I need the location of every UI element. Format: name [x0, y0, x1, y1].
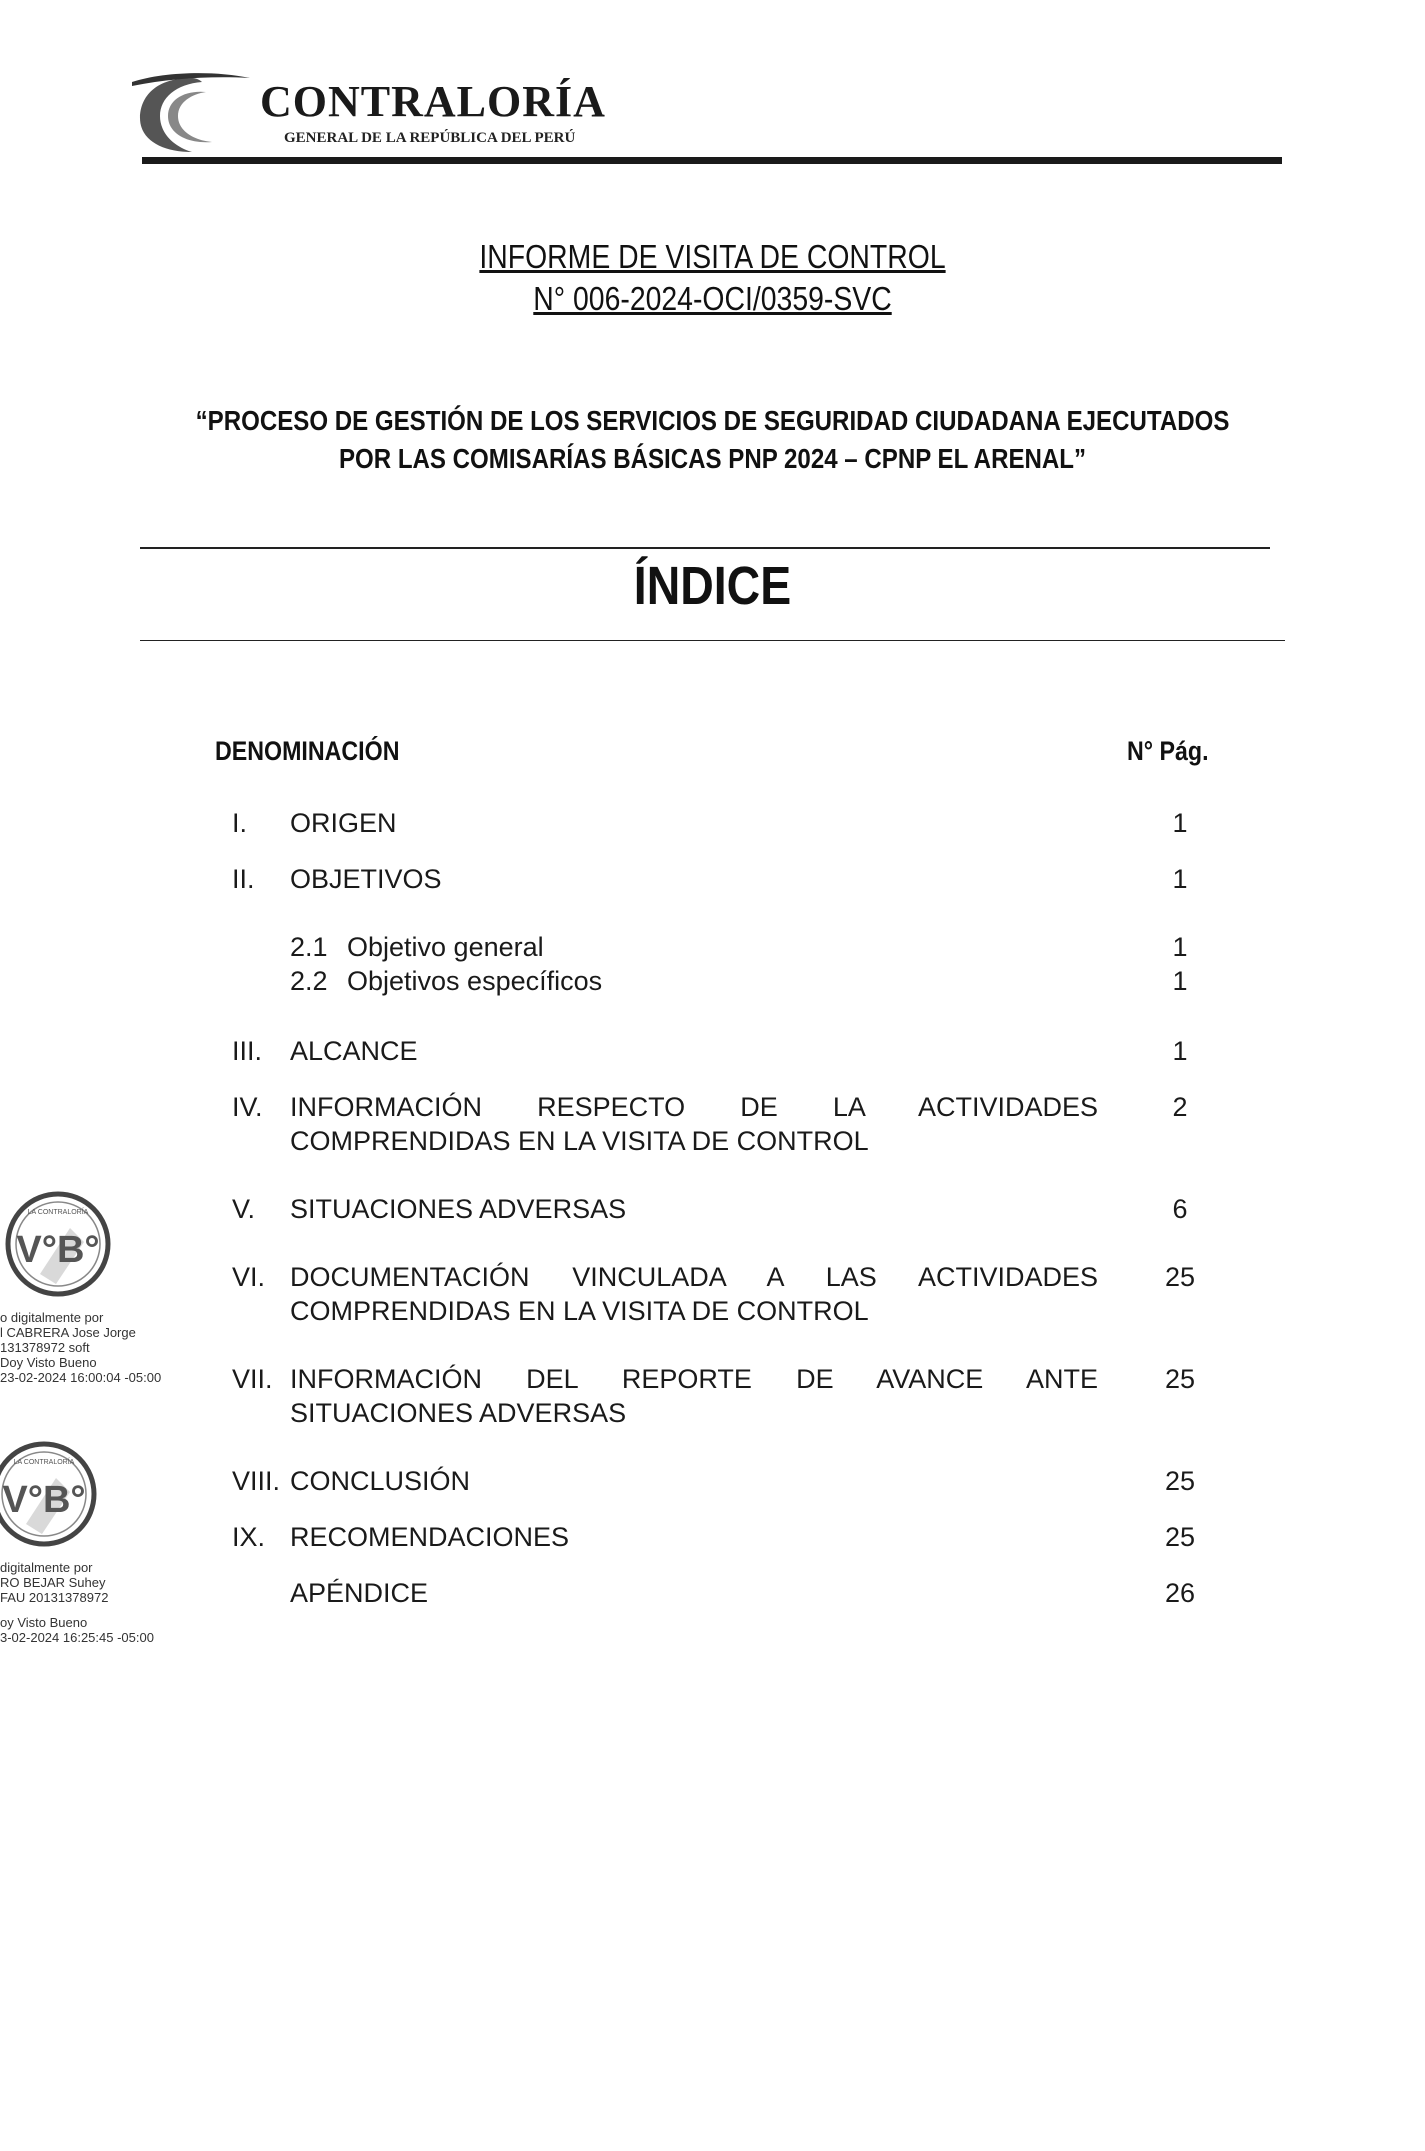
report-number: N° 006-2024-OCI/0359-SVC: [533, 280, 892, 317]
contraloria-emblem-icon: [132, 70, 252, 160]
seal-badge: V°B°: [16, 1229, 100, 1271]
stamp-details: [0, 1560, 154, 1645]
toc-entry-number: II.: [232, 864, 255, 894]
signature-stamp: [0, 1438, 180, 1648]
toc-entry-label: INFORMACIÓN RESPECTO DE LA ACTIVIDADES COMPRENDIDAS EN LA VISITA DE CONTROL: [290, 1092, 1098, 1156]
stamp-line: RO BEJAR Suhey: [0, 1575, 106, 1590]
toc-entry-page: 25: [1164, 1364, 1196, 1394]
toc-entry-number: IV.: [232, 1092, 263, 1122]
report-subject-line1: “PROCESO DE GESTIÓN DE LOS SERVICIOS DE SEGURIDAD CIUDADANA EJECUTADOS: [195, 405, 1230, 436]
toc-entry-page: 1: [1172, 932, 1188, 962]
stamp-line: [0, 1605, 154, 1615]
toc-entry-number: VIII.: [232, 1466, 281, 1496]
toc-entry-number: III.: [232, 1036, 263, 1066]
toc-entry-label: APÉNDICE: [290, 1578, 429, 1608]
toc-entry-label: SITUACIONES ADVERSAS: [290, 1194, 627, 1224]
seal-text: LA CONTRALORÍA: [27, 1209, 89, 1216]
toc-entry-page: 2: [1172, 1092, 1188, 1122]
stamp-line: 131378972 soft: [0, 1340, 90, 1355]
toc-subentry-label: Objetivos específicos: [347, 966, 603, 996]
index-heading: ÍNDICE: [633, 556, 792, 616]
toc-entry-label: ORIGEN: [290, 808, 397, 838]
contraloria-logo: [132, 70, 612, 160]
stamp-line: o digitalmente por: [0, 1310, 104, 1325]
toc-entry-label: CONCLUSIÓN: [290, 1466, 471, 1496]
toc-entry-label: RECOMENDACIONES: [290, 1522, 570, 1552]
toc-entry-page: 25: [1164, 1466, 1196, 1496]
report-subject-line2: POR LAS COMISARÍAS BÁSICAS PNP 2024 – CPNP EL ARENAL”: [338, 443, 1087, 474]
toc-column-name: DENOMINACIÓN: [215, 736, 400, 766]
toc-entry-label: OBJETIVOS: [290, 864, 442, 894]
toc-entry-label: DOCUMENTACIÓN VINCULADA A LAS ACTIVIDADES COMPRENDIDAS EN LA VISITA DE CONTROL: [290, 1262, 1098, 1326]
toc-entry-number: VII.: [232, 1364, 273, 1394]
toc-entry-label: ALCANCE: [290, 1036, 418, 1066]
logo-subtitle: GENERAL DE LA REPÚBLICA DEL PERÚ: [284, 130, 576, 146]
stamp-line: Doy Visto Bueno: [0, 1355, 97, 1370]
index-bottom-rule: [140, 640, 1285, 641]
toc-entry-number: V.: [232, 1194, 256, 1224]
toc-entry-number: I.: [232, 808, 248, 838]
toc-subentry-number: 2.2: [290, 966, 328, 996]
stamp-details: [0, 1310, 161, 1385]
toc-subentry-label: Objetivo general: [347, 932, 544, 962]
toc-entry-page: 25: [1164, 1262, 1196, 1292]
toc-entry-page: 1: [1172, 1036, 1188, 1066]
toc-entry-page: 25: [1164, 1522, 1196, 1552]
toc-entry-page: 6: [1172, 1194, 1188, 1224]
toc-entry-label: INFORMACIÓN DEL REPORTE DE AVANCE ANTE SITUACIONES ADVERSAS: [290, 1364, 1098, 1428]
signature-stamp: [0, 1188, 180, 1388]
stamp-line: FAU 20131378972: [0, 1590, 109, 1605]
vobo-seal-icon: [0, 1188, 120, 1308]
toc-subentry-number: 2.1: [290, 932, 328, 962]
seal-text: LA CONTRALORÍA: [13, 1459, 75, 1466]
toc-entry-number: IX.: [232, 1522, 266, 1552]
vobo-seal-icon: [0, 1438, 110, 1558]
stamp-line: 23-02-2024 16:00:04 -05:00: [0, 1370, 162, 1385]
stamp-line: 3-02-2024 16:25:45 -05:00: [0, 1630, 154, 1645]
index-top-rule: [140, 547, 1270, 549]
toc-column-page: N° Pág.: [1127, 736, 1209, 766]
stamp-line: l CABRERA Jose Jorge: [0, 1325, 136, 1340]
logo-name: CONTRALORÍA: [260, 77, 606, 126]
toc-entry-page: 1: [1172, 864, 1188, 894]
toc-entry-number: VI.: [232, 1262, 266, 1292]
seal-badge: V°B°: [2, 1479, 86, 1521]
stamp-line: oy Visto Bueno: [0, 1615, 88, 1630]
stamp-line: digitalmente por: [0, 1560, 93, 1575]
report-title: INFORME DE VISITA DE CONTROL: [479, 238, 946, 275]
header-divider: [142, 157, 1282, 164]
toc-entry-page: 26: [1164, 1578, 1196, 1608]
toc-entry-page: 1: [1172, 966, 1188, 996]
toc-entry-page: 1: [1172, 808, 1188, 838]
